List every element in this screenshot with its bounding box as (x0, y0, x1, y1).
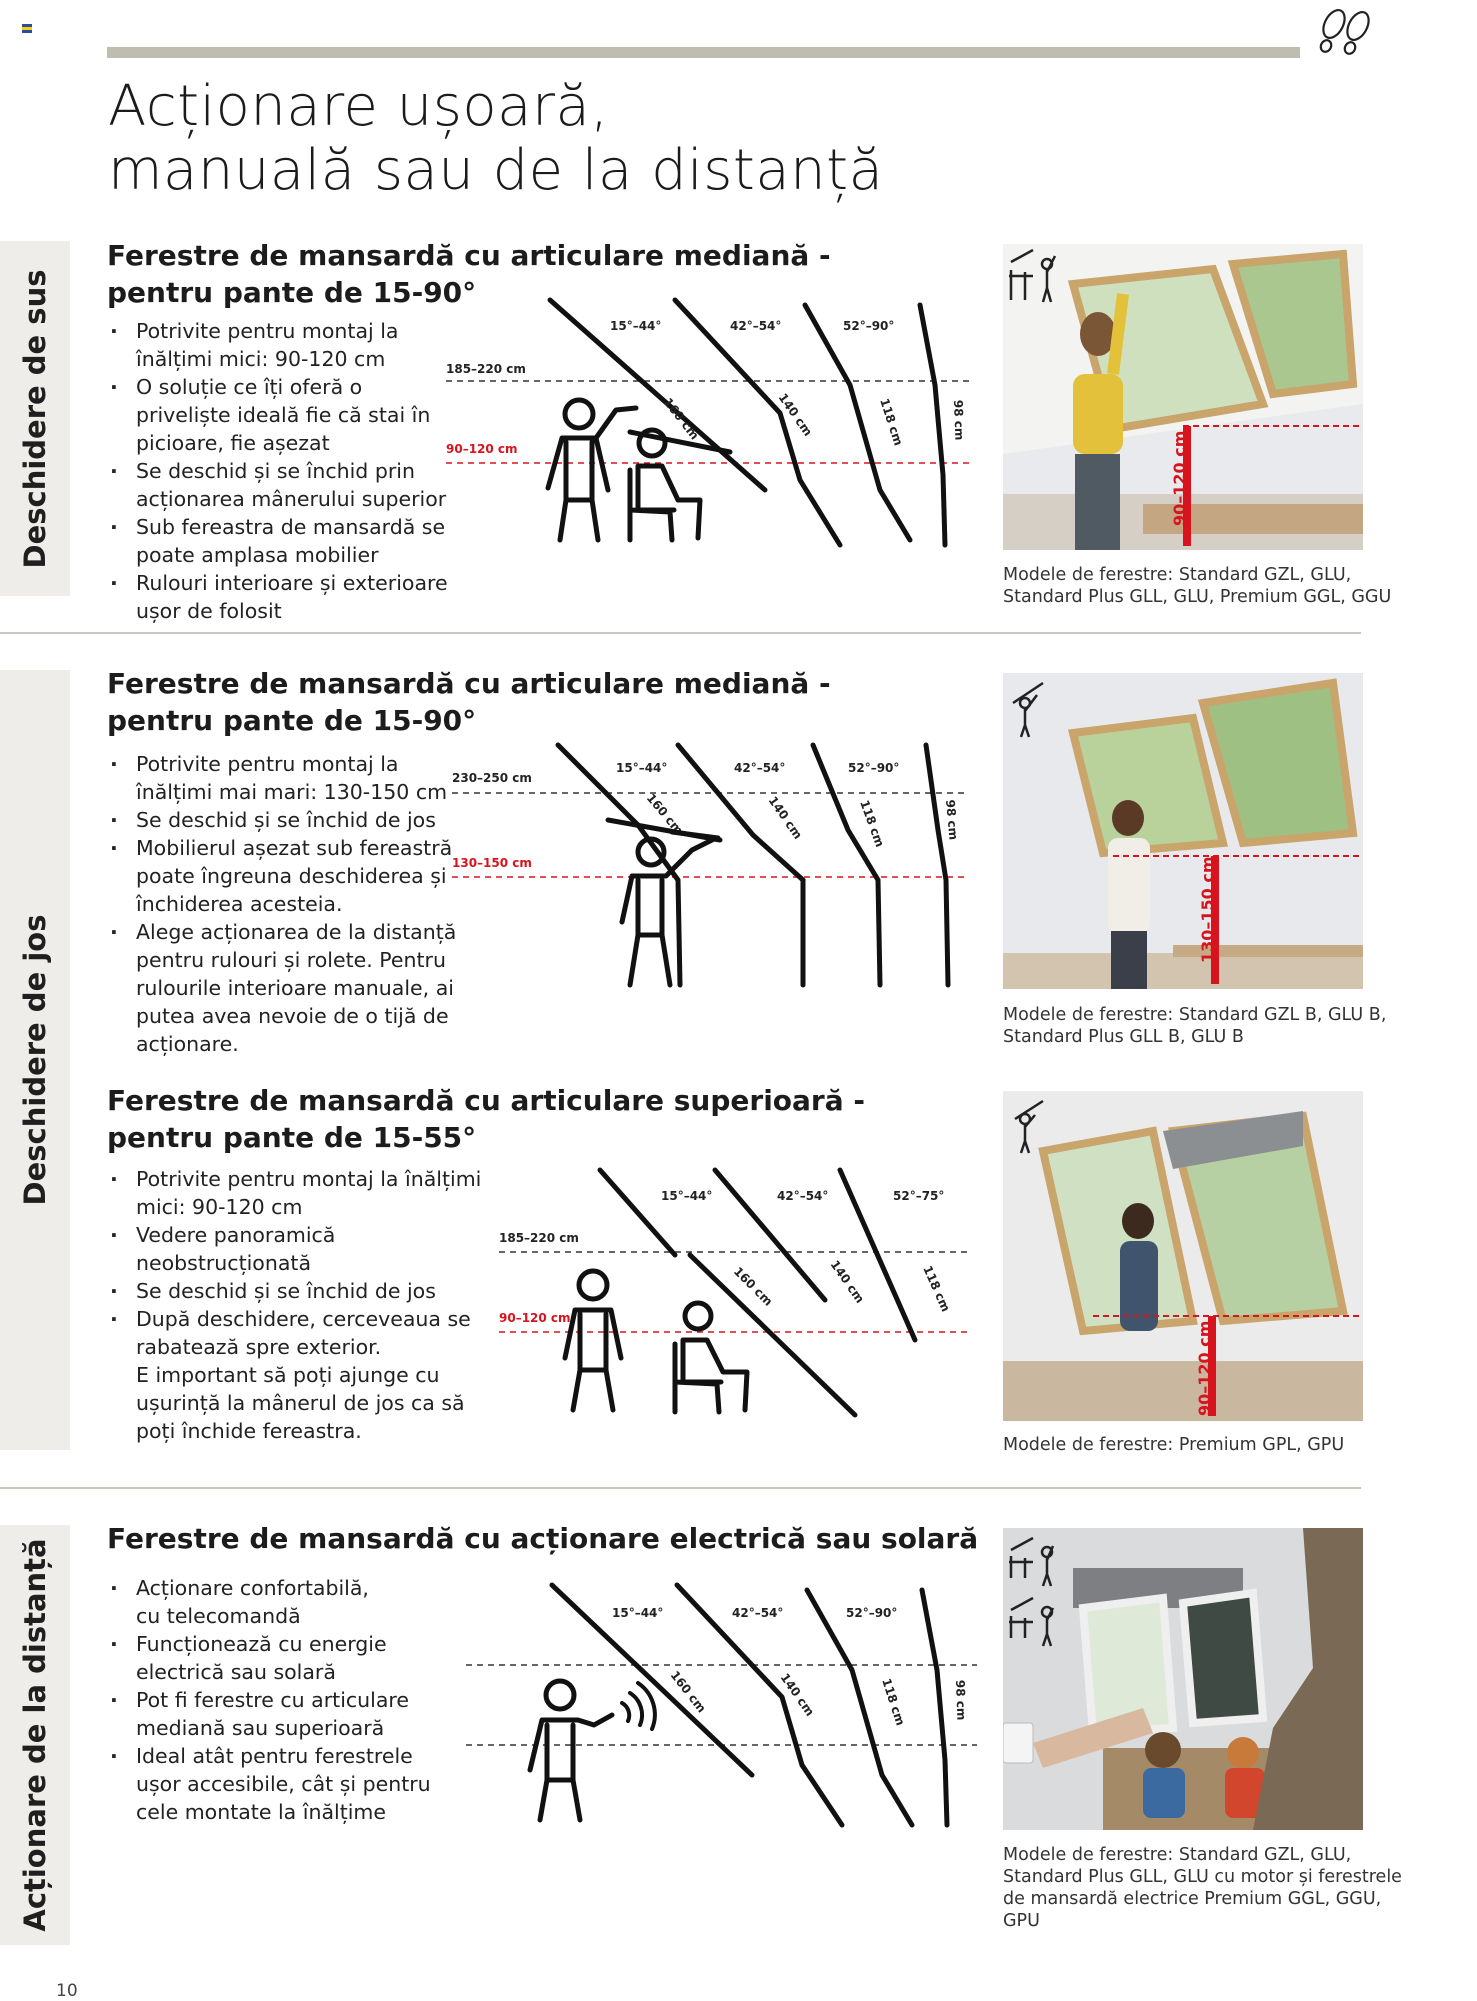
length-label: 98 cm (951, 399, 967, 441)
remote-control-icon (622, 1683, 655, 1729)
list-item-cont: acționarea mânerului superior (136, 487, 447, 511)
list-item: · Potrivite pentru montaj la (108, 750, 456, 778)
list-item-cont: poate îngreuna deschiderea și (136, 864, 447, 888)
photo-caption: Modele de ferestre: Standard GZL B, GLU B, Standard Plus GLL B, GLU B (1003, 1005, 1387, 1047)
seated-person-icon (675, 1303, 747, 1412)
list-item: · Ideal atât pentru ferestrele (108, 1742, 431, 1770)
photo-caption: Modele de ferestre: Premium GPL, GPU (1003, 1435, 1345, 1455)
standing-person-icon (565, 1271, 621, 1410)
list-item: · Acționare confortabilă, (108, 1574, 431, 1602)
list-item-cont: putea avea nevoie de o tijă de (136, 1004, 449, 1028)
height-top-label: 230–250 cm (452, 771, 532, 785)
list-item-cont: rabatează spre exterior. (136, 1335, 382, 1359)
slope-diagram (495, 1160, 975, 1430)
list-item-cont: rulourile interioare manuale, ai (136, 976, 454, 1000)
section-divider (0, 1487, 1361, 1489)
length-label: 118 cm (920, 1263, 953, 1314)
list-item-cont: picioare, fie așezat (136, 431, 330, 455)
list-item: · Se deschid și se închid prin (108, 457, 448, 485)
photo-height-label: 90–120 cm (1195, 1320, 1214, 1416)
tab-top-label: Deschidere de sus (18, 269, 52, 568)
height-bottom-label: 90–120 cm (499, 1311, 571, 1325)
section-heading: Ferestre de mansardă cu articulare mediană - pentru pante de 15-90° (107, 667, 831, 737)
page-number: 10 (56, 1981, 78, 2001)
length-label: 118 cm (879, 1676, 908, 1728)
photo-height-label: 130–150 cm (1198, 856, 1217, 963)
tab-bottom-opening (0, 670, 70, 1450)
list-item-cont: pentru rulouri și rolete. Pentru (136, 948, 446, 972)
slope-diagram (448, 740, 978, 1000)
angle-label: 52°–90° (848, 761, 900, 775)
list-item-cont: închiderea acesteia. (136, 892, 343, 916)
list-item: · O soluție ce îți oferă o (108, 373, 448, 401)
angle-label: 42°–54° (777, 1189, 829, 1203)
list-item: · Potrivite pentru montaj la înălțimi (108, 1165, 481, 1193)
angle-label: 52°–75° (893, 1189, 945, 1203)
length-label: 118 cm (877, 396, 906, 448)
height-top-label: 185–220 cm (446, 362, 526, 376)
seated-person-icon (630, 430, 700, 540)
photo-caption: Modele de ferestre: Standard GZL, GLU, Standard Plus GLL, GLU, Premium GGL, GGU (1003, 565, 1392, 607)
length-label: 98 cm (953, 1679, 969, 1721)
tab-remote-label: Acționare de la distanță (18, 1538, 52, 1932)
height-top-label: 185–220 cm (499, 1231, 579, 1245)
list-item-cont: înălțimi mai mari: 130-150 cm (136, 780, 448, 804)
angle-label: 15°–44° (661, 1189, 713, 1203)
header-bar (107, 47, 1300, 58)
list-item-cont: cu telecomandă (136, 1604, 301, 1628)
photo-height-label: 90–120 cm (1170, 430, 1189, 526)
list-item-cont: electrică sau solară (136, 1660, 336, 1684)
length-label: 140 cm (827, 1257, 868, 1306)
length-label: 160 cm (730, 1264, 776, 1309)
angle-label: 52°–90° (843, 319, 895, 333)
list-item-cont: acționare. (136, 1032, 239, 1056)
section-divider (0, 632, 1361, 634)
angle-label: 42°–54° (732, 1606, 784, 1620)
length-label: 140 cm (765, 793, 806, 842)
length-label: 140 cm (775, 390, 816, 439)
tab-top-opening (0, 241, 70, 596)
section-heading: Ferestre de mansardă cu articulare mediană - pentru pante de 15-90° (107, 239, 831, 309)
angle-label: 15°–44° (610, 319, 662, 333)
list-item-cont: mediană sau superioară (136, 1716, 385, 1740)
footprints-icon (1314, 2, 1376, 64)
list-item: · Funcționează cu energie (108, 1630, 431, 1658)
list-item: · Sub fereastra de mansardă se (108, 513, 448, 541)
length-label: 160 cm (660, 395, 702, 443)
photo-window-bottom (1003, 673, 1363, 989)
length-label: 118 cm (857, 798, 888, 849)
list-item-cont: ușor de folosit (136, 599, 282, 623)
list-item-cont: cele montate la înălțime (136, 1800, 387, 1824)
title-line-1: Acționare ușoară, (108, 74, 609, 139)
bullet-list (108, 1165, 481, 1445)
length-label: 98 cm (943, 799, 961, 841)
list-item-cont: poate amplasa mobilier (136, 543, 379, 567)
angle-label: 42°–54° (734, 761, 786, 775)
angle-label: 15°–44° (612, 1606, 664, 1620)
section-heading: Ferestre de mansardă cu articulare superioară - pentru pante de 15-55° (107, 1084, 865, 1154)
page-title (108, 75, 1008, 203)
person-remote-icon (530, 1681, 612, 1820)
list-item: · Alege acționarea de la distanță (108, 918, 456, 946)
bullet-list (108, 317, 448, 625)
list-item: · Pot fi ferestre cu articulare (108, 1686, 431, 1714)
list-item: · Potrivite pentru montaj la (108, 317, 448, 345)
list-item: · Mobilierul așezat sub fereastră (108, 834, 456, 862)
list-item: · Vedere panoramică (108, 1221, 481, 1249)
angle-label: 15°–44° (616, 761, 668, 775)
list-item: · Se deschid și se închid de jos (108, 1277, 481, 1305)
length-label: 140 cm (777, 1670, 818, 1719)
list-item-cont: neobstrucționată (136, 1251, 312, 1275)
list-item-cont: poți închide fereastra. (136, 1419, 362, 1443)
flag-icon (22, 24, 32, 33)
list-item: · Se deschid și se închid de jos (108, 806, 456, 834)
tab-bottom-label: Deschidere de jos (18, 914, 52, 1206)
list-item-cont: priveliște ideală fie că stai în (136, 403, 431, 427)
length-label: 160 cm (667, 1668, 709, 1716)
list-item: · După deschidere, cerceveaua se (108, 1305, 481, 1333)
bullet-list (108, 1574, 431, 1826)
standing-person-icon (548, 400, 636, 540)
photo-remote (1003, 1528, 1363, 1830)
slope-diagram (462, 1575, 982, 1835)
bullet-list (108, 750, 456, 1058)
angle-label: 42°–54° (730, 319, 782, 333)
height-bottom-label: 90–120 cm (446, 442, 518, 456)
list-item-cont: E important să poți ajunge cu (136, 1363, 440, 1387)
list-item: · Rulouri interioare și exterioare (108, 569, 448, 597)
title-line-2: manuală sau de la distanță (108, 138, 884, 203)
photo-window-top (1003, 244, 1363, 550)
angle-label: 52°–90° (846, 1606, 898, 1620)
photo-caption: Modele de ferestre: Standard GZL, GLU, Standard Plus GLL, GLU cu motor și ferestrele de mansardă electrice Premium GGL, GGU, GPU (1003, 1845, 1402, 1931)
photo-window-top-hung (1003, 1091, 1363, 1421)
person-rod-icon (622, 832, 718, 985)
section-heading: Ferestre de mansardă cu acționare electrică sau solară (107, 1522, 979, 1555)
length-label: 160 cm (643, 790, 686, 838)
list-item-cont: ușurință la mânerul de jos ca să (136, 1391, 465, 1415)
height-bottom-label: 130–150 cm (452, 856, 532, 870)
slope-diagram (440, 290, 980, 560)
tab-remote (0, 1525, 70, 1945)
list-item-cont: ușor accesibile, cât și pentru (136, 1772, 431, 1796)
list-item-cont: mici: 90-120 cm (136, 1195, 303, 1219)
list-item-cont: înălțimi mici: 90-120 cm (136, 347, 386, 371)
